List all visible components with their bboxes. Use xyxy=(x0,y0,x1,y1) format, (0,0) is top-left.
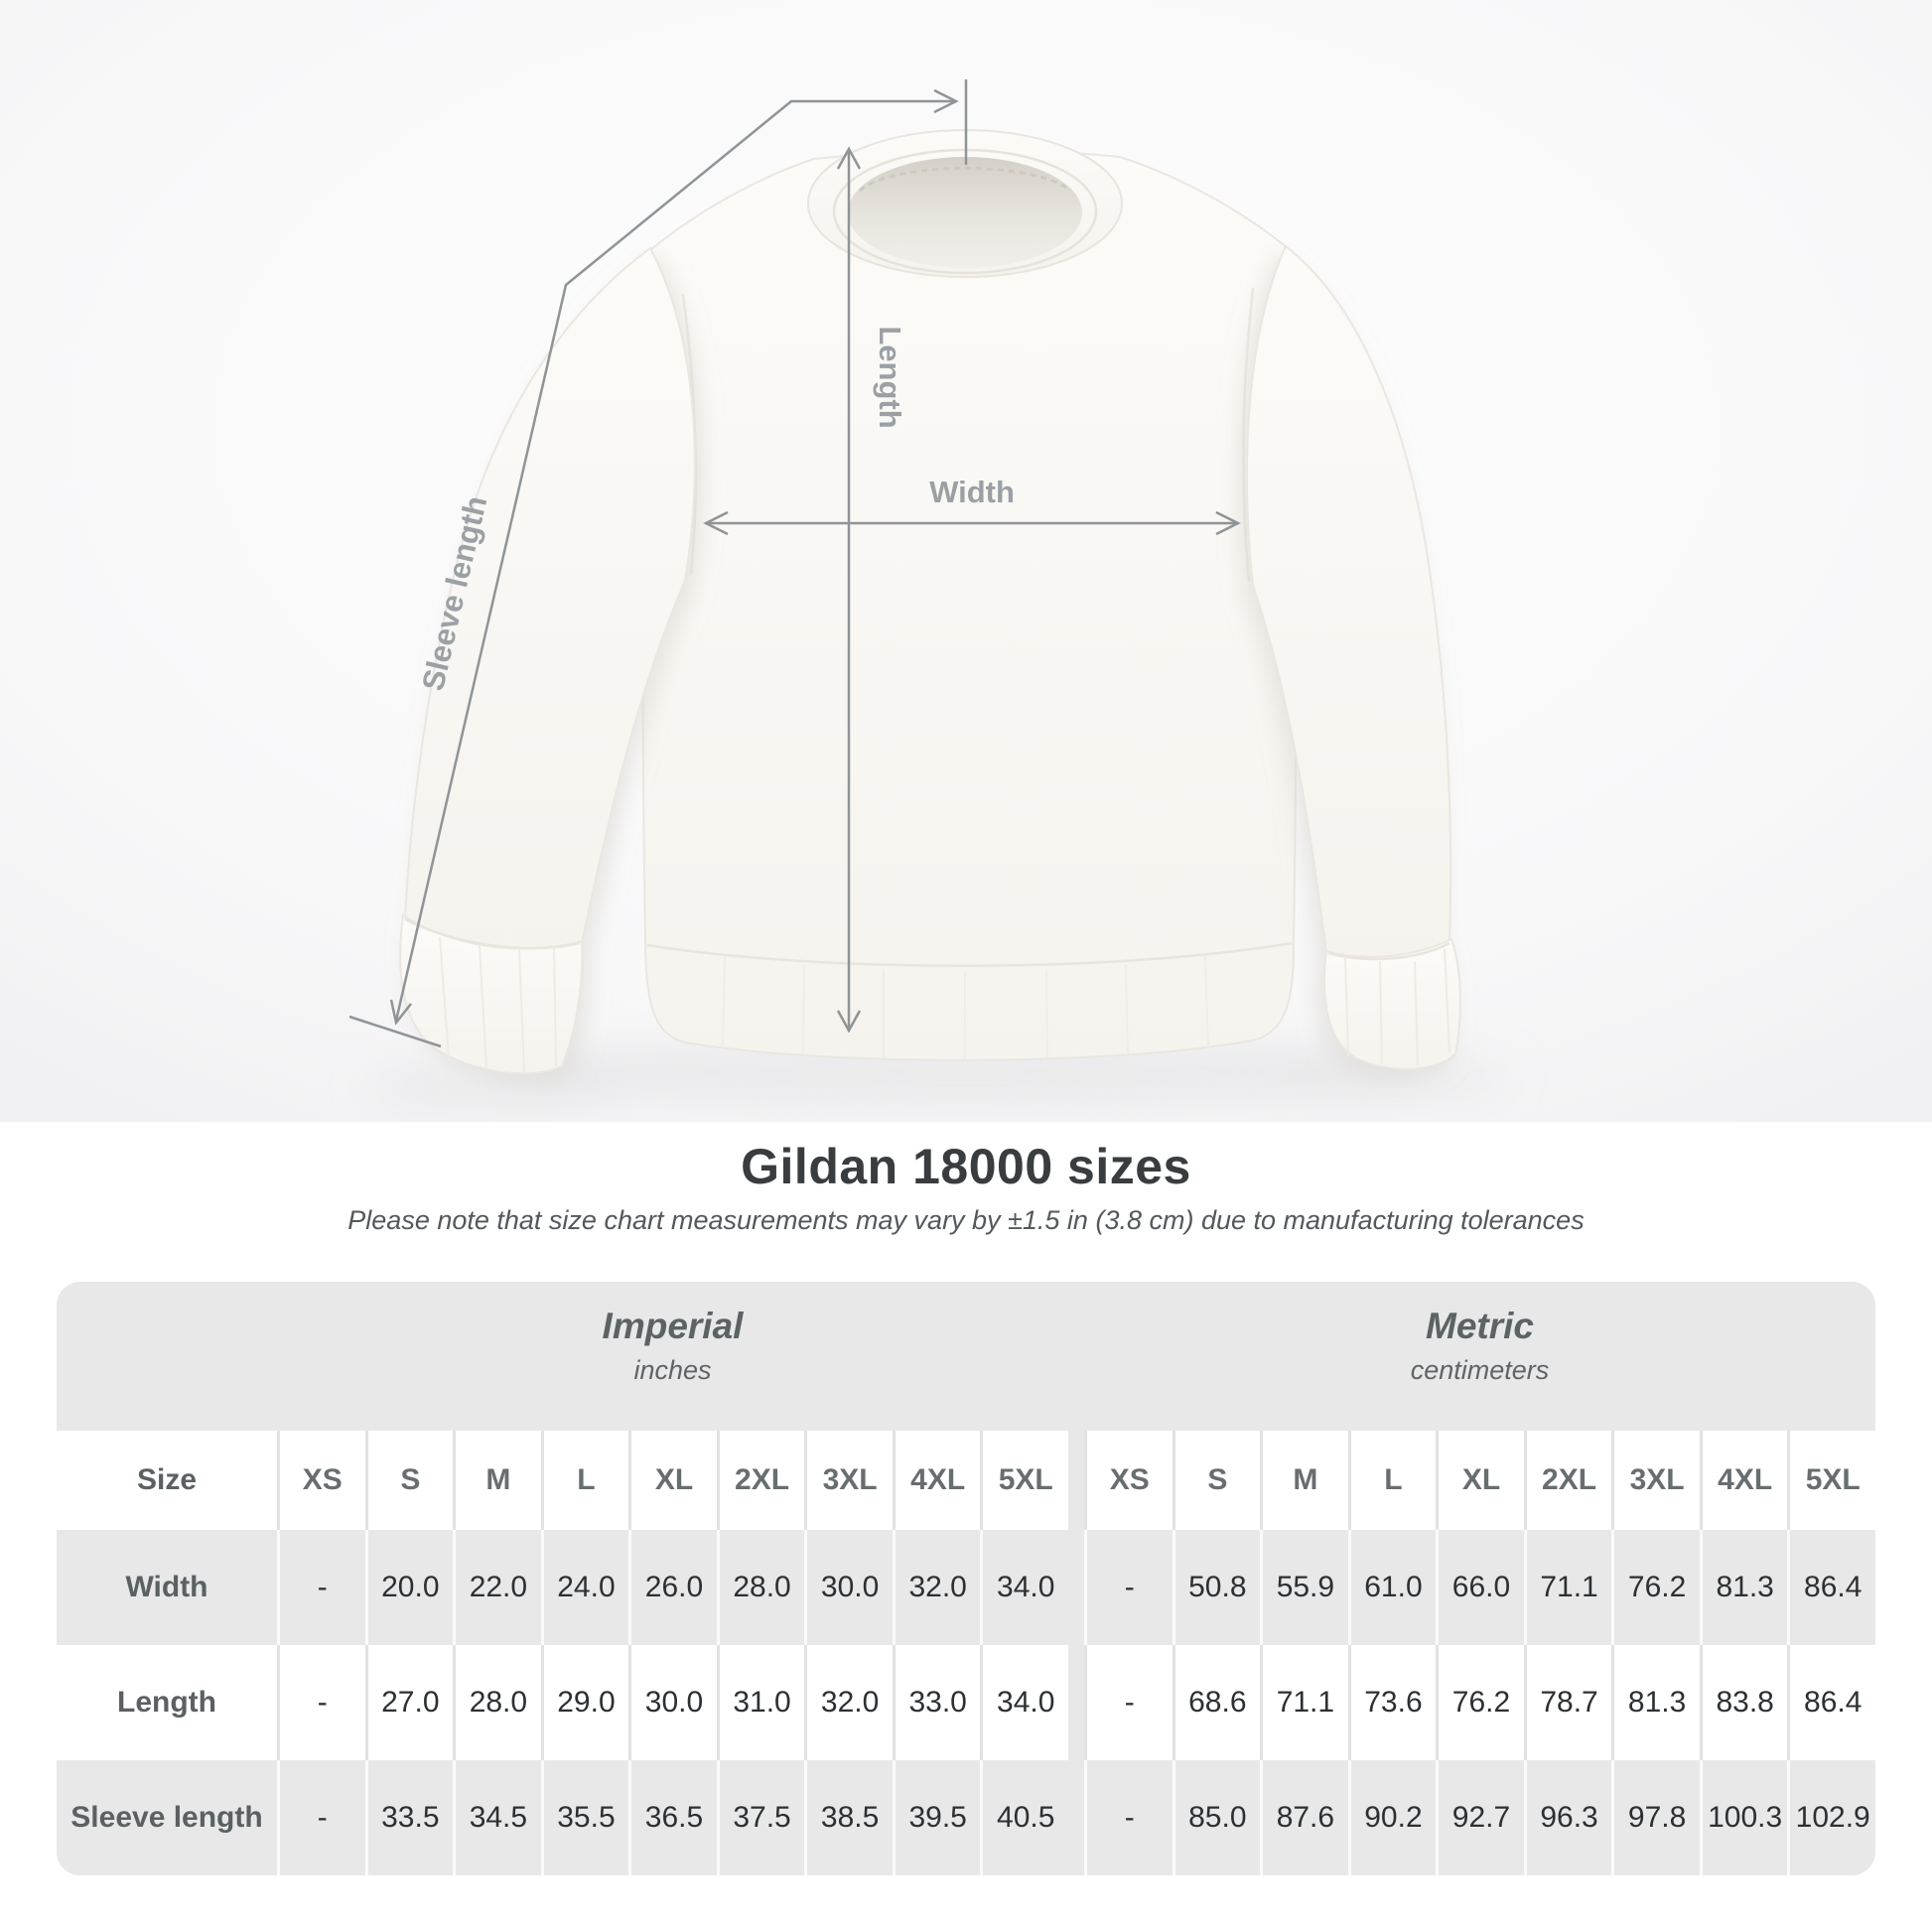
value-cell: 32.0 xyxy=(804,1645,893,1760)
value-cell: 37.5 xyxy=(717,1760,805,1875)
length-label: Length xyxy=(873,326,907,429)
value-cell: 36.5 xyxy=(628,1760,717,1875)
size-header-row xyxy=(57,1431,1875,1530)
value-cell: 78.7 xyxy=(1524,1645,1612,1760)
unit-header-band xyxy=(57,1282,1875,1431)
value-cell: 35.5 xyxy=(541,1760,629,1875)
value-cell: 102.9 xyxy=(1787,1760,1875,1875)
unit-gap xyxy=(1068,1645,1084,1760)
value-cell: 61.0 xyxy=(1348,1530,1437,1645)
value-cell: - xyxy=(277,1760,365,1875)
value-cell: 55.9 xyxy=(1260,1530,1348,1645)
value-cell: 86.4 xyxy=(1787,1530,1875,1645)
value-cell: 96.3 xyxy=(1524,1760,1612,1875)
size-col-header: XS xyxy=(1084,1431,1173,1530)
measurement-row xyxy=(57,1530,1875,1645)
value-cell: 40.5 xyxy=(980,1760,1068,1875)
measurement-row xyxy=(57,1645,1875,1760)
sweatshirt-body xyxy=(643,150,1297,1059)
value-cell: 20.0 xyxy=(365,1530,454,1645)
value-cell: 76.2 xyxy=(1611,1530,1700,1645)
size-col-header: M xyxy=(453,1431,541,1530)
imperial-title: Imperial xyxy=(602,1306,744,1346)
size-col-header: 5XL xyxy=(980,1431,1068,1530)
value-cell: - xyxy=(1084,1645,1173,1760)
unit-divider xyxy=(1068,1282,1084,1431)
value-cell: 28.0 xyxy=(717,1530,805,1645)
value-cell: 90.2 xyxy=(1348,1760,1437,1875)
value-cell: 38.5 xyxy=(804,1760,893,1875)
value-cell: 85.0 xyxy=(1173,1760,1261,1875)
size-chart xyxy=(57,1282,1875,1875)
value-cell: - xyxy=(277,1530,365,1645)
value-cell: 92.7 xyxy=(1436,1760,1524,1875)
value-cell: 34.0 xyxy=(980,1530,1068,1645)
row-label: Width xyxy=(125,1571,208,1603)
value-cell: 29.0 xyxy=(541,1645,629,1760)
value-cell: 83.8 xyxy=(1700,1645,1788,1760)
title-block xyxy=(0,1138,1932,1236)
size-col-header: 2XL xyxy=(1524,1431,1612,1530)
size-col-header: 2XL xyxy=(717,1431,805,1530)
size-chart-rows xyxy=(57,1431,1875,1875)
size-col-header: 4XL xyxy=(1700,1431,1788,1530)
unit-gap xyxy=(1068,1530,1084,1645)
value-cell: 50.8 xyxy=(1173,1530,1261,1645)
tolerance-note: Please note that size chart measurements may vary by ±1.5 in (3.8 cm) due to manufacturing tolerances xyxy=(347,1205,1585,1235)
value-cell: 33.5 xyxy=(365,1760,454,1875)
size-col-header: 5XL xyxy=(1787,1431,1875,1530)
value-cell: 81.3 xyxy=(1611,1645,1700,1760)
value-cell: 68.6 xyxy=(1173,1645,1261,1760)
size-col-header: 4XL xyxy=(893,1431,981,1530)
value-cell: 31.0 xyxy=(717,1645,805,1760)
value-cell: 71.1 xyxy=(1524,1530,1612,1645)
value-cell: 33.0 xyxy=(893,1645,981,1760)
size-col-header: XS xyxy=(277,1431,365,1530)
value-cell: 73.6 xyxy=(1348,1645,1437,1760)
value-cell: 26.0 xyxy=(628,1530,717,1645)
value-cell: 97.8 xyxy=(1611,1760,1700,1875)
unit-header-spacer xyxy=(57,1282,277,1431)
value-cell: 86.4 xyxy=(1787,1645,1875,1760)
size-col-header: 3XL xyxy=(1611,1431,1700,1530)
size-col-header: M xyxy=(1260,1431,1348,1530)
measurement-row xyxy=(57,1760,1875,1875)
value-cell: 39.5 xyxy=(893,1760,981,1875)
value-cell: 27.0 xyxy=(365,1645,454,1760)
size-col-header: XL xyxy=(628,1431,717,1530)
size-col-header: S xyxy=(1173,1431,1261,1530)
value-cell: 34.0 xyxy=(980,1645,1068,1760)
value-cell: - xyxy=(277,1645,365,1760)
size-col-header: L xyxy=(541,1431,629,1530)
imperial-header xyxy=(277,1282,1068,1431)
size-col-header: XL xyxy=(1436,1431,1524,1530)
imperial-unit: inches xyxy=(633,1355,712,1385)
metric-title: Metric xyxy=(1426,1306,1534,1346)
size-col-header: 3XL xyxy=(804,1431,893,1530)
value-cell: 30.0 xyxy=(804,1530,893,1645)
value-cell: 24.0 xyxy=(541,1530,629,1645)
size-col-header: L xyxy=(1348,1431,1437,1530)
row-label: Length xyxy=(117,1686,216,1719)
value-cell: 32.0 xyxy=(893,1530,981,1645)
width-label: Width xyxy=(929,475,1015,509)
size-column-title: Size xyxy=(136,1463,198,1496)
size-col-header: S xyxy=(365,1431,454,1530)
value-cell: 81.3 xyxy=(1700,1530,1788,1645)
value-cell: 71.1 xyxy=(1260,1645,1348,1760)
value-cell: 22.0 xyxy=(453,1530,541,1645)
value-cell: 87.6 xyxy=(1260,1760,1348,1875)
value-cell: 66.0 xyxy=(1436,1530,1524,1645)
value-cell: 30.0 xyxy=(628,1645,717,1760)
metric-unit: centimeters xyxy=(1410,1355,1550,1385)
value-cell: 100.3 xyxy=(1700,1760,1788,1875)
value-cell: 34.5 xyxy=(453,1760,541,1875)
row-label: Sleeve length xyxy=(70,1801,263,1834)
sleeve-length-label: Sleeve length xyxy=(415,492,494,694)
page-title: Gildan 18000 sizes xyxy=(741,1139,1191,1194)
value-cell: - xyxy=(1084,1760,1173,1875)
unit-gap xyxy=(1068,1431,1084,1530)
metric-header xyxy=(1084,1282,1875,1431)
value-cell: - xyxy=(1084,1530,1173,1645)
value-cell: 76.2 xyxy=(1436,1645,1524,1760)
value-cell: 28.0 xyxy=(453,1645,541,1760)
unit-gap xyxy=(1068,1760,1084,1875)
